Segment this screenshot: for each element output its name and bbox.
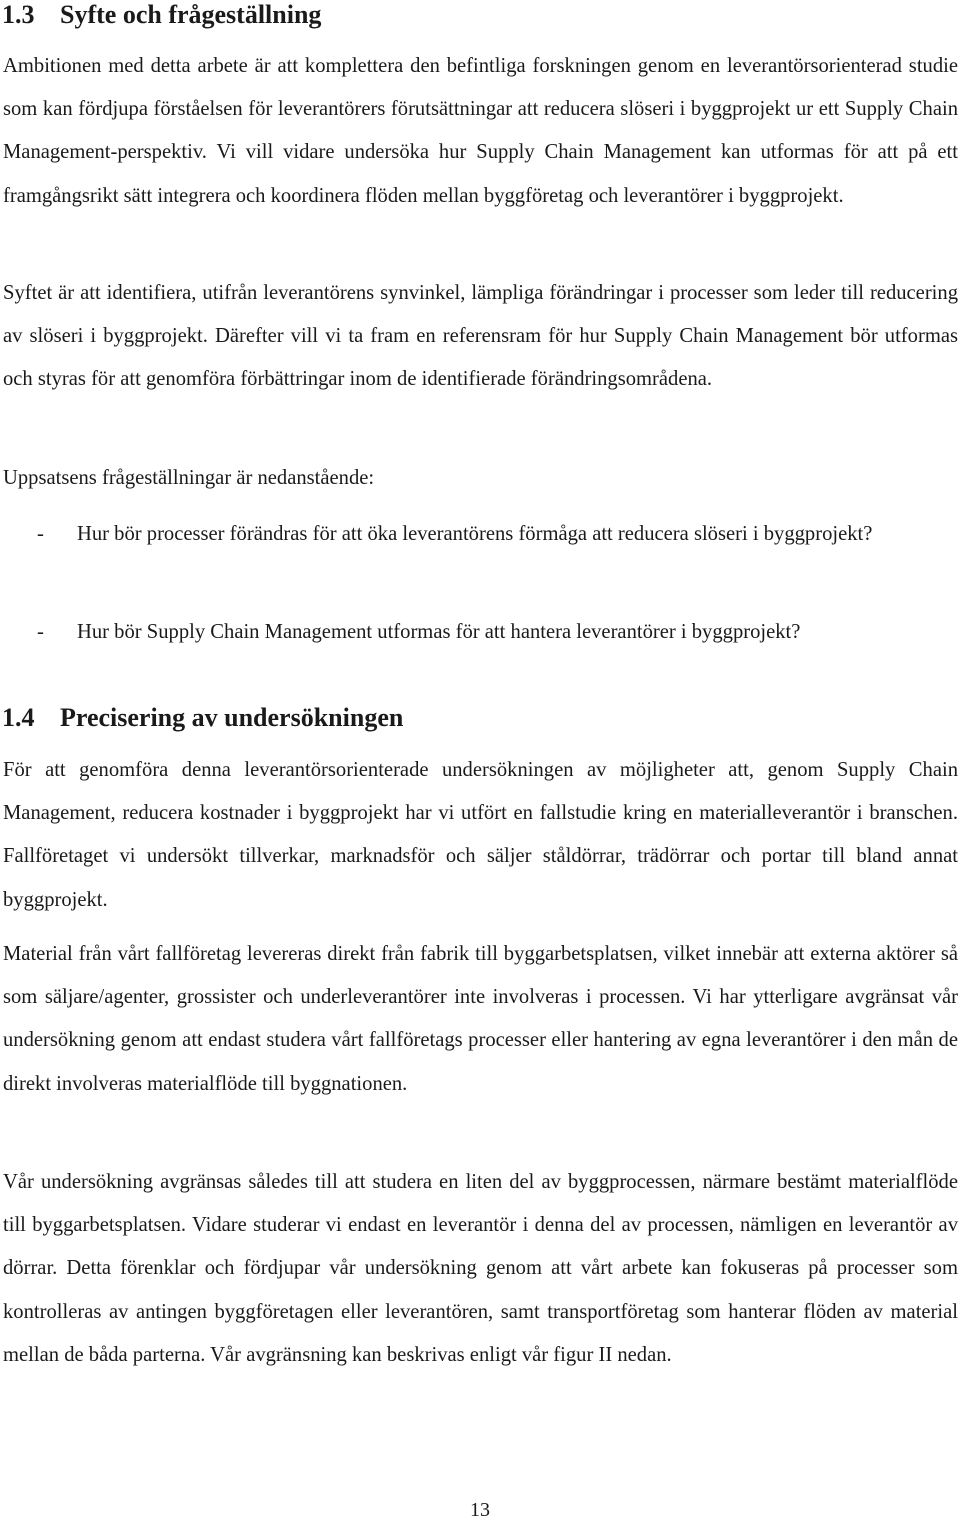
section-heading-1-3 — [2, 0, 321, 30]
paragraph: Material från vårt fallföretag levereras direkt från fabrik till byggarbetsplatsen, vilket innebär att externa aktörer så som säljare/agenter, grossister och underleverantörer inte involveras i processen. Vi har ytterligare avgränsat vår undersökning genom att endast studera vårt fallföretags processer eller hantering av egna leverantörer i den mån de direkt involveras materialflöde till byggnationen. — [3, 943, 958, 1095]
paragraph: Uppsatsens frågeställningar är nedanstående: — [3, 467, 375, 489]
list-bullet: - — [37, 621, 44, 643]
paragraph: Vår undersökning avgränsas således till att studera en liten del av byggprocessen, närmare bestämt materialflöde till byggarbetsplatsen. Vidare studerar vi endast en leverantör i denna del av processen, nämligen en leverantör av dörrar. Detta förenklar och fördjupar vår undersökning genom att vårt arbete kan fokuseras på processer som kontrolleras av antingen byggföretagen eller leverantören, samt transportföretag som hanterar flöden av material mellan de båda parterna. Vår avgränsning kan beskrivas enligt vår figur II nedan. — [3, 1171, 958, 1366]
section-title: Syfte och frågeställning — [60, 0, 322, 29]
list-item-text: Hur bör Supply Chain Management utformas för att hantera leverantörer i byggprojekt? — [77, 621, 801, 643]
section-number: 1.4 — [2, 703, 35, 732]
page-number: 13 — [470, 1499, 490, 1521]
list-item-text: Hur bör processer förändras för att öka leverantörens förmåga att reducera slöseri i byggprojekt? — [77, 523, 873, 545]
list-bullet: - — [37, 523, 44, 545]
paragraph: För att genomföra denna leverantörsorienterade undersökningen av möjligheter att, genom Supply Chain Management, reducera kostnader i byggprojekt har vi utfört en fallstudie kring en materialleverantör i branschen. Fallföretaget vi undersökt tillverkar, marknadsför och säljer ståldörrar, trädörrar och portar till bland annat byggprojekt. — [3, 759, 958, 911]
list-item — [3, 611, 958, 654]
paragraph: Syftet är att identifiera, utifrån leverantörens synvinkel, lämpliga förändringar i processer som leder till reducering av slöseri i byggprojekt. Därefter vill vi ta fram en referensram för hur Supply Chain Management bör utformas och styras för att genomföra förbättringar inom de identifierade förändringsområdena. — [3, 282, 958, 391]
section-number: 1.3 — [2, 0, 35, 29]
section-title: Precisering av undersökningen — [60, 703, 404, 732]
section-heading-1-4 — [2, 703, 403, 733]
list-item — [3, 513, 958, 556]
paragraph: Ambitionen med detta arbete är att komplettera den befintliga forskningen genom en leverantörsorienterad studie som kan fördjupa förståelsen för leverantörers förutsättningar att reducera slöseri i byggprojekt ur ett Supply Chain Management-perspektiv. Vi vill vidare undersöka hur Supply Chain Management kan utformas för att på ett framgångsrikt sätt integrera och koordinera flöden mellan byggföretag och leverantörer i byggprojekt. — [3, 55, 958, 207]
